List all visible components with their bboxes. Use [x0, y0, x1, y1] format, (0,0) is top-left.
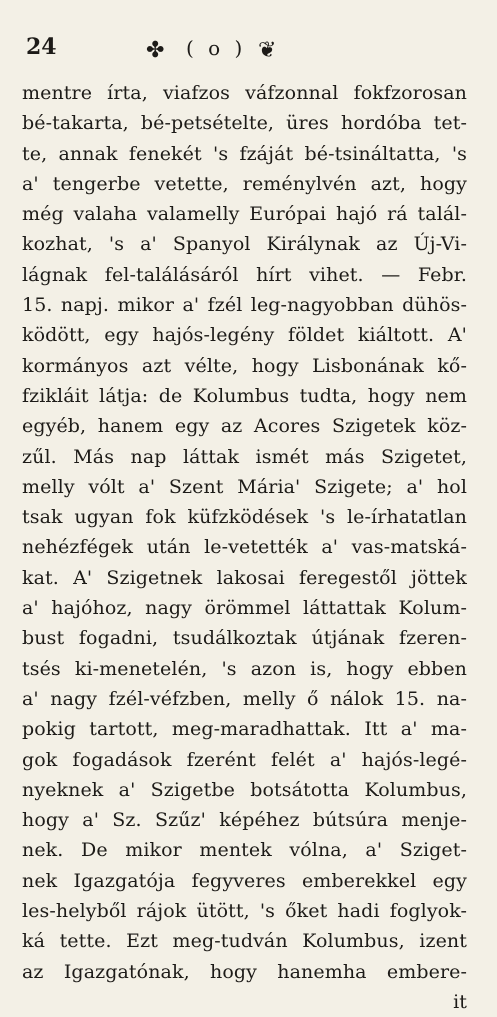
text-line: ká tette. Ezt meg-tudván Kolumbus, izent: [22, 930, 467, 953]
page-number: 24: [26, 34, 57, 60]
text-line: a' hajóhoz, nagy örömmel láttattak Kolum-: [22, 597, 467, 620]
text-line: bé-takarta, bé-petsételte, üres hordóba tet-: [22, 112, 467, 135]
body-text: [22, 78, 467, 1017]
text-line: tsak ugyan fok küfzködések 's le-írhatatlan: [22, 506, 467, 529]
text-line: ködött, egy hajós-legény földet kiáltott. A': [22, 324, 467, 347]
text-line: pokig tartott, meg-maradhattak. Itt a' ma-: [22, 718, 467, 741]
fleuron-left-icon: ✤: [146, 38, 165, 63]
text-line: még valaha valamelly Európai hajó rá talál-: [22, 203, 467, 226]
text-line: mentre írta, viafzos váfzonnal fokfzorosan: [22, 82, 467, 104]
text-line: nehézfégek után le-vetették a' vas-matská-: [22, 536, 467, 559]
text-line: a' tengerbe vetette, reménylvén azt, hogy: [22, 172, 467, 195]
text-line: nek Igazgatója fegyveres emberekkel egy: [22, 869, 467, 892]
text-line: tsés ki-menetelén, 's azon is, hogy ebben: [22, 657, 467, 680]
text-line: kormányos azt vélte, hogy Lisbonának kő-: [22, 354, 467, 377]
text-line: lágnak fel-találásáról hírt vihet. — Febr.: [22, 263, 467, 286]
text-line: gok fogadások fzerént felét a' hajós-legé-: [22, 748, 467, 771]
text-line: a' nagy fzél-véfzben, melly ő nálok 15. na-: [22, 687, 467, 710]
text-line: bust fogadni, tsudálkoztak útjának fzeren-: [22, 627, 467, 650]
text-line: nek. De mikor mentek vólna, a' Sziget-: [22, 839, 467, 862]
header-mark: ( o ): [186, 36, 247, 60]
text-line: zűl. Más nap láttak ismét más Szigetet,: [22, 445, 467, 468]
fleuron-right-icon: ❦: [258, 38, 277, 63]
text-line: kat. A' Szigetnek lakosai feregestől jöttek: [22, 566, 467, 589]
text-line: fzikláit látja: de Kolumbus tudta, hogy nem: [22, 384, 467, 407]
text-line: egyéb, hanem egy az Acores Szigetek köz-: [22, 415, 467, 438]
text-line: hogy a' Sz. Szűz' képéhez bútsúra menje-: [22, 809, 467, 832]
catchword: it: [453, 990, 467, 1013]
text-line: melly vólt a' Szent Mária' Szigete; a' hol: [22, 475, 467, 498]
text-line: les-helyből rájok ütött, 's őket hadi foglyok-: [22, 900, 467, 923]
text-line: 15. napj. mikor a' fzél leg-nagyobban dühös-: [22, 294, 467, 317]
text-line: te, annak fenekét 's fzáját bé-tsináltatta, 's: [22, 142, 467, 165]
page-header: [26, 34, 436, 70]
text-line: kozhat, 's a' Spanyol Királynak az Új-Vi-: [22, 233, 467, 256]
text-line: az Igazgatónak, hogy hanemha embere-: [22, 960, 467, 983]
text-line: nyeknek a' Szigetbe botsátotta Kolumbus,: [22, 778, 467, 801]
